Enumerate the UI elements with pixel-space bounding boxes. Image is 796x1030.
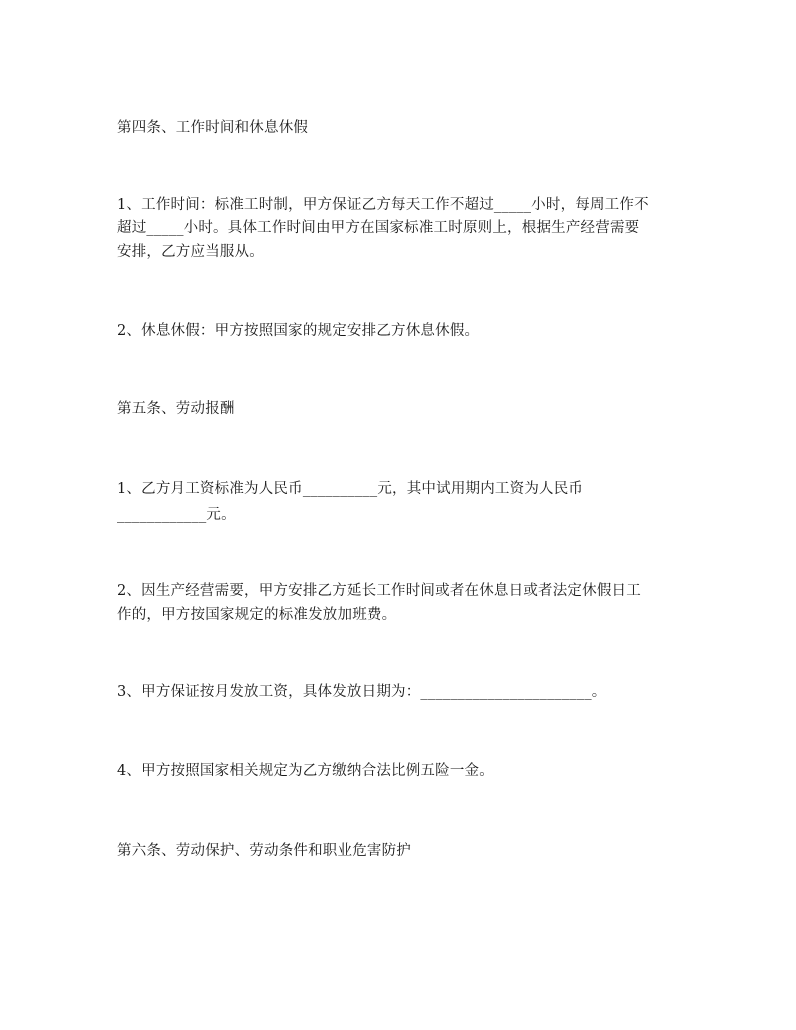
paragraph-5-1-line-1: 1、乙方月工资标准为人民币__________元，其中试用期内工资为人民币 [117, 481, 584, 497]
paragraph-4-1-line-2: 超过_____小时。具体工作时间由甲方在国家标准工时原则上，根据生产经营需要 [117, 220, 640, 236]
section-heading-6: 第六条、劳动保护、劳动条件和职业危害防护 [117, 843, 411, 859]
paragraph-4-1-line-3: 安排，乙方应当服从。 [117, 244, 264, 260]
paragraph-5-2-line-2: 作的，甲方按国家规定的标准发放加班费。 [117, 607, 397, 623]
paragraph-5-2-line-1: 2、因生产经营需要，甲方安排乙方延长工作时间或者在休息日或者法定休假日工 [117, 583, 641, 599]
paragraph-4-1-line-1: 1、工作时间：标准工时制，甲方保证乙方每天工作不超过_____小时，每周工作不 [117, 197, 649, 213]
paragraph-4-2: 2、休息休假：甲方按照国家的规定安排乙方休息休假。 [117, 323, 480, 339]
paragraph-5-3: 3、甲方保证按月发放工资，具体发放日期为：_______________________。 [117, 684, 607, 700]
section-heading-5: 第五条、劳动报酬 [117, 401, 235, 417]
paragraph-5-4: 4、甲方按照国家相关规定为乙方缴纳合法比例五险一金。 [117, 763, 494, 779]
section-heading-4: 第四条、工作时间和休息休假 [117, 120, 309, 136]
paragraph-5-1-line-2: ____________元。 [117, 507, 236, 523]
